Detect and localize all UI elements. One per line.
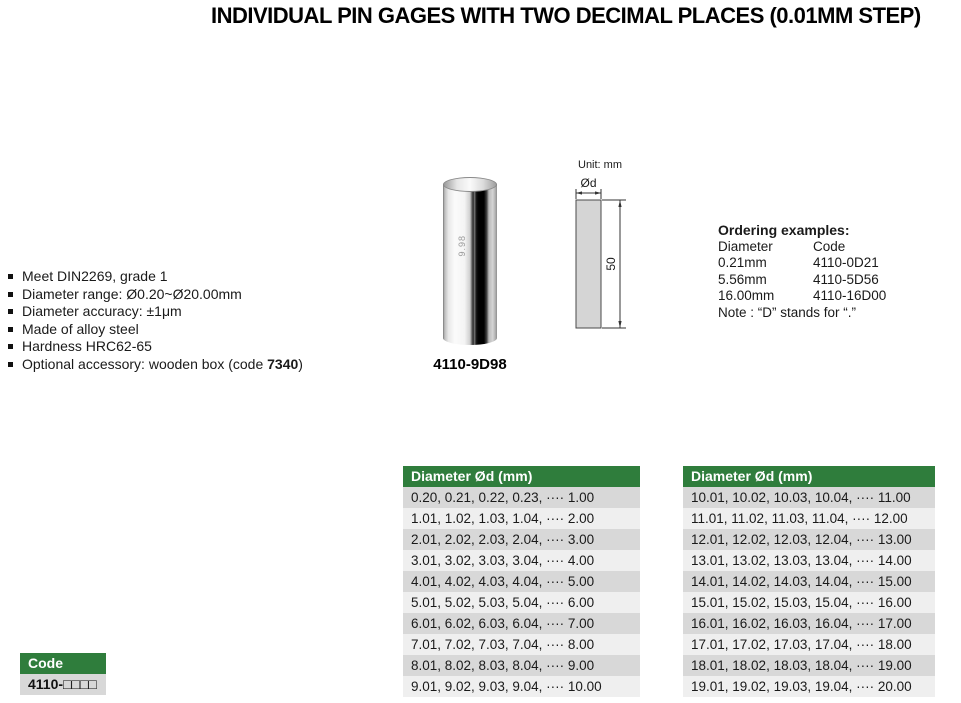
bullet-square-icon	[8, 292, 13, 297]
ordering-heading: Ordering examples:	[718, 222, 850, 238]
arrowhead-bottom	[618, 321, 621, 328]
table-row: 1.01, 1.02, 1.03, 1.04, ···· 2.00	[403, 508, 640, 529]
ordering-col-diameter: Diameter	[718, 238, 773, 254]
bullet-square-icon	[8, 344, 13, 349]
table-row: 5.01, 5.02, 5.03, 5.04, ···· 6.00	[403, 592, 640, 613]
feature-text: Diameter range: Ø0.20~Ø20.00mm	[22, 285, 242, 302]
table-row: 13.01, 13.02, 13.03, 13.04, ···· 14.00	[683, 550, 935, 571]
accessory-code: 7340	[267, 355, 299, 372]
ordering-code: 4110-5D56	[813, 271, 879, 287]
ordering-col-code: Code	[813, 238, 846, 254]
table-row: 8.01, 8.02, 8.03, 8.04, ···· 9.00	[403, 655, 640, 676]
bullet-square-icon	[8, 274, 13, 279]
feature-item	[8, 321, 303, 339]
feature-list	[8, 268, 303, 373]
table-header: Diameter Ød (mm)	[403, 466, 640, 487]
table-rows	[403, 487, 640, 697]
pin-gage-photo	[443, 177, 497, 345]
code-header: Code	[20, 653, 106, 674]
ordering-examples	[718, 222, 928, 321]
code-value: 4110-□□□□	[20, 674, 106, 695]
unit-label: Unit: mm	[578, 159, 622, 171]
feature-item-optional-accessory	[8, 356, 303, 374]
table-rows	[683, 487, 935, 697]
ordering-code: 4110-16D00	[813, 288, 887, 303]
ordering-example-row	[718, 288, 928, 305]
arrowhead-right	[595, 191, 601, 194]
height-label: 50	[604, 257, 618, 271]
table-row: 6.01, 6.02, 6.03, 6.04, ···· 7.00	[403, 613, 640, 634]
table-row: 0.20, 0.21, 0.22, 0.23, ···· 1.00	[403, 487, 640, 508]
feature-text: Made of alloy steel	[22, 320, 139, 337]
feature-text: Diameter accuracy: ±1μm	[22, 303, 182, 319]
ordering-note: Note : “D” stands for “.”	[718, 304, 857, 320]
table-row: 12.01, 12.02, 12.03, 12.04, ···· 13.00	[683, 529, 935, 550]
pin-outline-rect	[576, 200, 601, 328]
table-row: 2.01, 2.02, 2.03, 2.04, ···· 3.00	[403, 529, 640, 550]
bullet-square-icon	[8, 362, 13, 367]
feature-item	[8, 268, 303, 286]
ordering-example-row	[718, 272, 928, 289]
table-row: 16.01, 16.02, 16.03, 16.04, ···· 17.00	[683, 613, 935, 634]
feature-item	[8, 286, 303, 304]
ordering-example-row	[718, 255, 928, 272]
pin-engraving: 9.98	[457, 235, 467, 257]
diameter-table-2	[683, 466, 935, 697]
diameter-label: Ød	[580, 176, 597, 190]
table-header: Diameter Ød (mm)	[683, 466, 935, 487]
feature-text: Hardness HRC62-65	[22, 338, 152, 354]
arrowhead-top	[618, 200, 621, 207]
table-row: 15.01, 15.02, 15.03, 15.04, ···· 16.00	[683, 592, 935, 613]
feature-text: Meet DIN2269, grade 1	[22, 268, 168, 284]
code-block	[20, 653, 106, 695]
pin-cylinder	[443, 184, 497, 345]
bullet-square-icon	[8, 309, 13, 314]
table-row: 3.01, 3.02, 3.03, 3.04, ···· 4.00	[403, 550, 640, 571]
arrowhead-left	[576, 191, 582, 194]
bullet-square-icon	[8, 327, 13, 332]
page-title: INDIVIDUAL PIN GAGES WITH TWO DECIMAL PLACES (0.01MM STEP)	[211, 3, 921, 28]
ordering-column-headers	[718, 239, 928, 256]
dimension-diagram	[570, 156, 642, 338]
table-row: 11.01, 11.02, 11.03, 11.04, ···· 12.00	[683, 508, 935, 529]
ordering-diameter: 5.56mm	[718, 271, 767, 287]
table-row: 4.01, 4.02, 4.03, 4.04, ···· 5.00	[403, 571, 640, 592]
table-row: 9.01, 9.02, 9.03, 9.04, ···· 10.00	[403, 676, 640, 697]
ordering-code: 4110-0D21	[813, 255, 879, 270]
table-row: 19.01, 19.02, 19.03, 19.04, ···· 20.00	[683, 676, 935, 697]
pin-top-face	[443, 177, 497, 192]
table-row: 14.01, 14.02, 14.03, 14.04, ···· 15.00	[683, 571, 935, 592]
feature-text: Optional accessory: wooden box (code 7340)	[22, 355, 303, 372]
pin-model-label: 4110-9D98	[433, 356, 507, 373]
ordering-diameter: 0.21mm	[718, 255, 767, 270]
feature-item	[8, 338, 303, 356]
feature-item	[8, 303, 303, 321]
table-row: 7.01, 7.02, 7.03, 7.04, ···· 8.00	[403, 634, 640, 655]
table-row: 10.01, 10.02, 10.03, 10.04, ···· 11.00	[683, 487, 935, 508]
table-row: 17.01, 17.02, 17.03, 17.04, ···· 18.00	[683, 634, 935, 655]
ordering-diameter: 16.00mm	[718, 288, 775, 303]
diameter-table-1	[403, 466, 640, 697]
table-row: 18.01, 18.02, 18.03, 18.04, ···· 19.00	[683, 655, 935, 676]
